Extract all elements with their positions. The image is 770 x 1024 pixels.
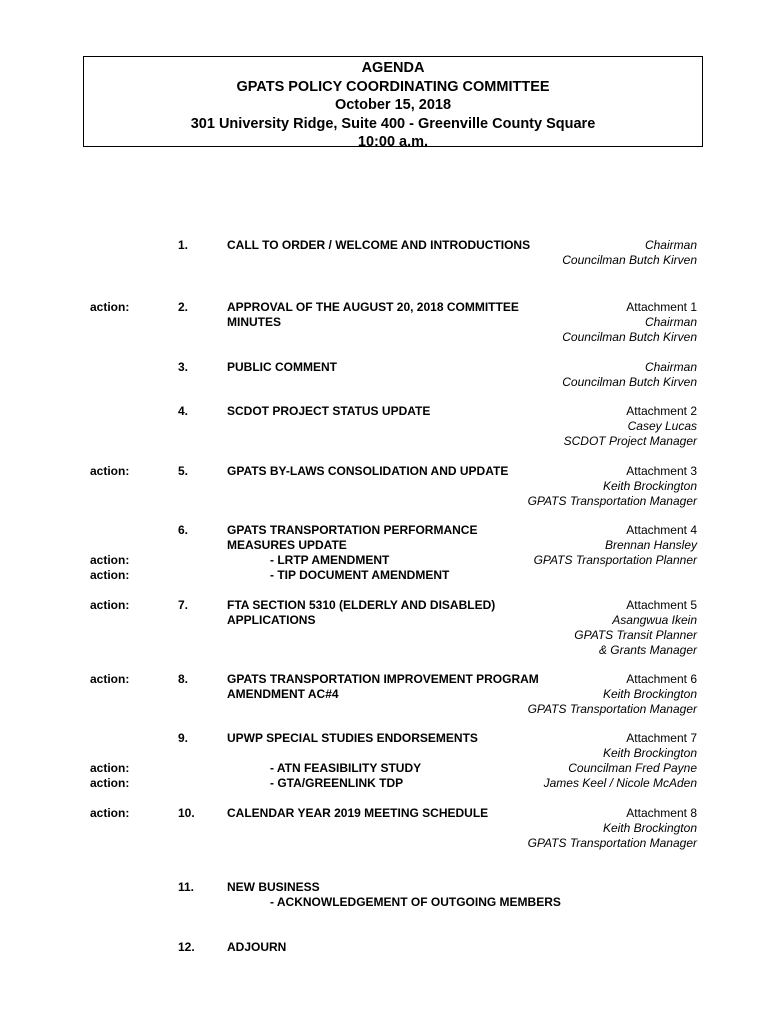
item-presenter: Brennan Hansley bbox=[604, 538, 697, 552]
item-presenter: GPATS Transportation Planner bbox=[533, 553, 697, 567]
item-number: 2. bbox=[178, 300, 189, 314]
item-number: 11. bbox=[178, 880, 195, 894]
attachment-label: Attachment 6 bbox=[626, 672, 697, 686]
item-title: SCDOT PROJECT STATUS UPDATE bbox=[227, 404, 431, 418]
action-label: action: bbox=[90, 300, 130, 314]
item-title: GPATS BY-LAWS CONSOLIDATION AND UPDATE bbox=[227, 464, 509, 478]
item-number: 8. bbox=[178, 672, 189, 686]
action-label: action: bbox=[90, 776, 130, 790]
item-presenter: Asangwua Ikein bbox=[612, 613, 697, 627]
item-presenter: Casey Lucas bbox=[627, 419, 697, 433]
item-number: 12. bbox=[178, 940, 195, 954]
agenda-header bbox=[83, 56, 703, 150]
item-number: 10. bbox=[178, 806, 195, 820]
item-presenter: GPATS Transportation Manager bbox=[527, 836, 697, 850]
item-title: MINUTES bbox=[227, 315, 281, 329]
item-title: PUBLIC COMMENT bbox=[227, 360, 337, 374]
item-title: APPROVAL OF THE AUGUST 20, 2018 COMMITTEE bbox=[227, 300, 519, 314]
item-number: 5. bbox=[178, 464, 189, 478]
item-presenter: SCDOT Project Manager bbox=[563, 434, 697, 448]
item-presenter: Keith Brockington bbox=[602, 746, 697, 760]
meeting-time: 10:00 a.m. bbox=[357, 134, 429, 150]
action-label: action: bbox=[90, 553, 130, 567]
item-number: 7. bbox=[178, 598, 189, 612]
attachment-label: Attachment 2 bbox=[626, 404, 697, 418]
action-label: action: bbox=[90, 464, 130, 478]
item-title: GPATS TRANSPORTATION IMPROVEMENT PROGRAM bbox=[227, 672, 539, 686]
item-title: GPATS TRANSPORTATION PERFORMANCE bbox=[227, 523, 478, 537]
action-label: action: bbox=[90, 598, 130, 612]
sub-item: - LRTP AMENDMENT bbox=[270, 553, 390, 567]
item-presenter: GPATS Transportation Manager bbox=[527, 702, 697, 716]
item-title: CALL TO ORDER / WELCOME AND INTRODUCTIONS bbox=[227, 238, 531, 252]
item-number: 6. bbox=[178, 523, 189, 537]
item-title: APPLICATIONS bbox=[227, 613, 316, 627]
item-presenter: & Grants Manager bbox=[598, 643, 697, 657]
item-title: NEW BUSINESS bbox=[227, 880, 320, 894]
item-title: UPWP SPECIAL STUDIES ENDORSEMENTS bbox=[227, 731, 478, 745]
item-presenter: Councilman Fred Payne bbox=[568, 761, 697, 775]
item-presenter: Keith Brockington bbox=[602, 821, 697, 835]
item-presenter: Chairman bbox=[644, 315, 697, 329]
item-presenter: Keith Brockington bbox=[602, 479, 697, 493]
attachment-label: Attachment 5 bbox=[626, 598, 697, 612]
item-title: CALENDAR YEAR 2019 MEETING SCHEDULE bbox=[227, 806, 489, 820]
item-title: FTA SECTION 5310 (ELDERLY AND DISABLED) bbox=[227, 598, 496, 612]
item-presenter: Chairman bbox=[644, 360, 697, 374]
item-number: 3. bbox=[178, 360, 189, 374]
attachment-label: Attachment 3 bbox=[626, 464, 697, 478]
item-presenter: Councilman Butch Kirven bbox=[562, 375, 697, 389]
item-presenter: Chairman bbox=[644, 238, 697, 252]
sub-item: - ACKNOWLEDGEMENT OF OUTGOING MEMBERS bbox=[270, 895, 561, 909]
meeting-date: October 15, 2018 bbox=[334, 97, 452, 113]
item-presenter: GPATS Transportation Manager bbox=[527, 494, 697, 508]
meeting-location: 301 University Ridge, Suite 400 - Greenville County Square bbox=[190, 115, 596, 132]
agenda-title: AGENDA bbox=[361, 60, 425, 76]
item-presenter: Keith Brockington bbox=[602, 687, 697, 701]
committee-name: GPATS POLICY COORDINATING COMMITTEE bbox=[236, 78, 550, 95]
item-title: AMENDMENT AC#4 bbox=[227, 687, 339, 701]
attachment-label: Attachment 8 bbox=[626, 806, 697, 820]
item-presenter: James Keel / Nicole McAden bbox=[543, 776, 697, 790]
sub-item: - TIP DOCUMENT AMENDMENT bbox=[270, 568, 450, 582]
attachment-label: Attachment 4 bbox=[626, 523, 697, 537]
item-presenter: Councilman Butch Kirven bbox=[562, 253, 697, 267]
item-title: MEASURES UPDATE bbox=[227, 538, 347, 552]
item-presenter: GPATS Transit Planner bbox=[574, 628, 697, 642]
item-number: 4. bbox=[178, 404, 189, 418]
attachment-label: Attachment 7 bbox=[626, 731, 697, 745]
item-number: 1. bbox=[178, 238, 189, 252]
action-label: action: bbox=[90, 568, 130, 582]
item-title: ADJOURN bbox=[227, 940, 287, 954]
sub-item: - ATN FEASIBILITY STUDY bbox=[270, 761, 422, 775]
action-label: action: bbox=[90, 761, 130, 775]
sub-item: - GTA/GREENLINK TDP bbox=[270, 776, 404, 790]
action-label: action: bbox=[90, 806, 130, 820]
attachment-label: Attachment 1 bbox=[626, 300, 697, 314]
item-presenter: Councilman Butch Kirven bbox=[562, 330, 697, 344]
item-number: 9. bbox=[178, 731, 189, 745]
action-label: action: bbox=[90, 672, 130, 686]
